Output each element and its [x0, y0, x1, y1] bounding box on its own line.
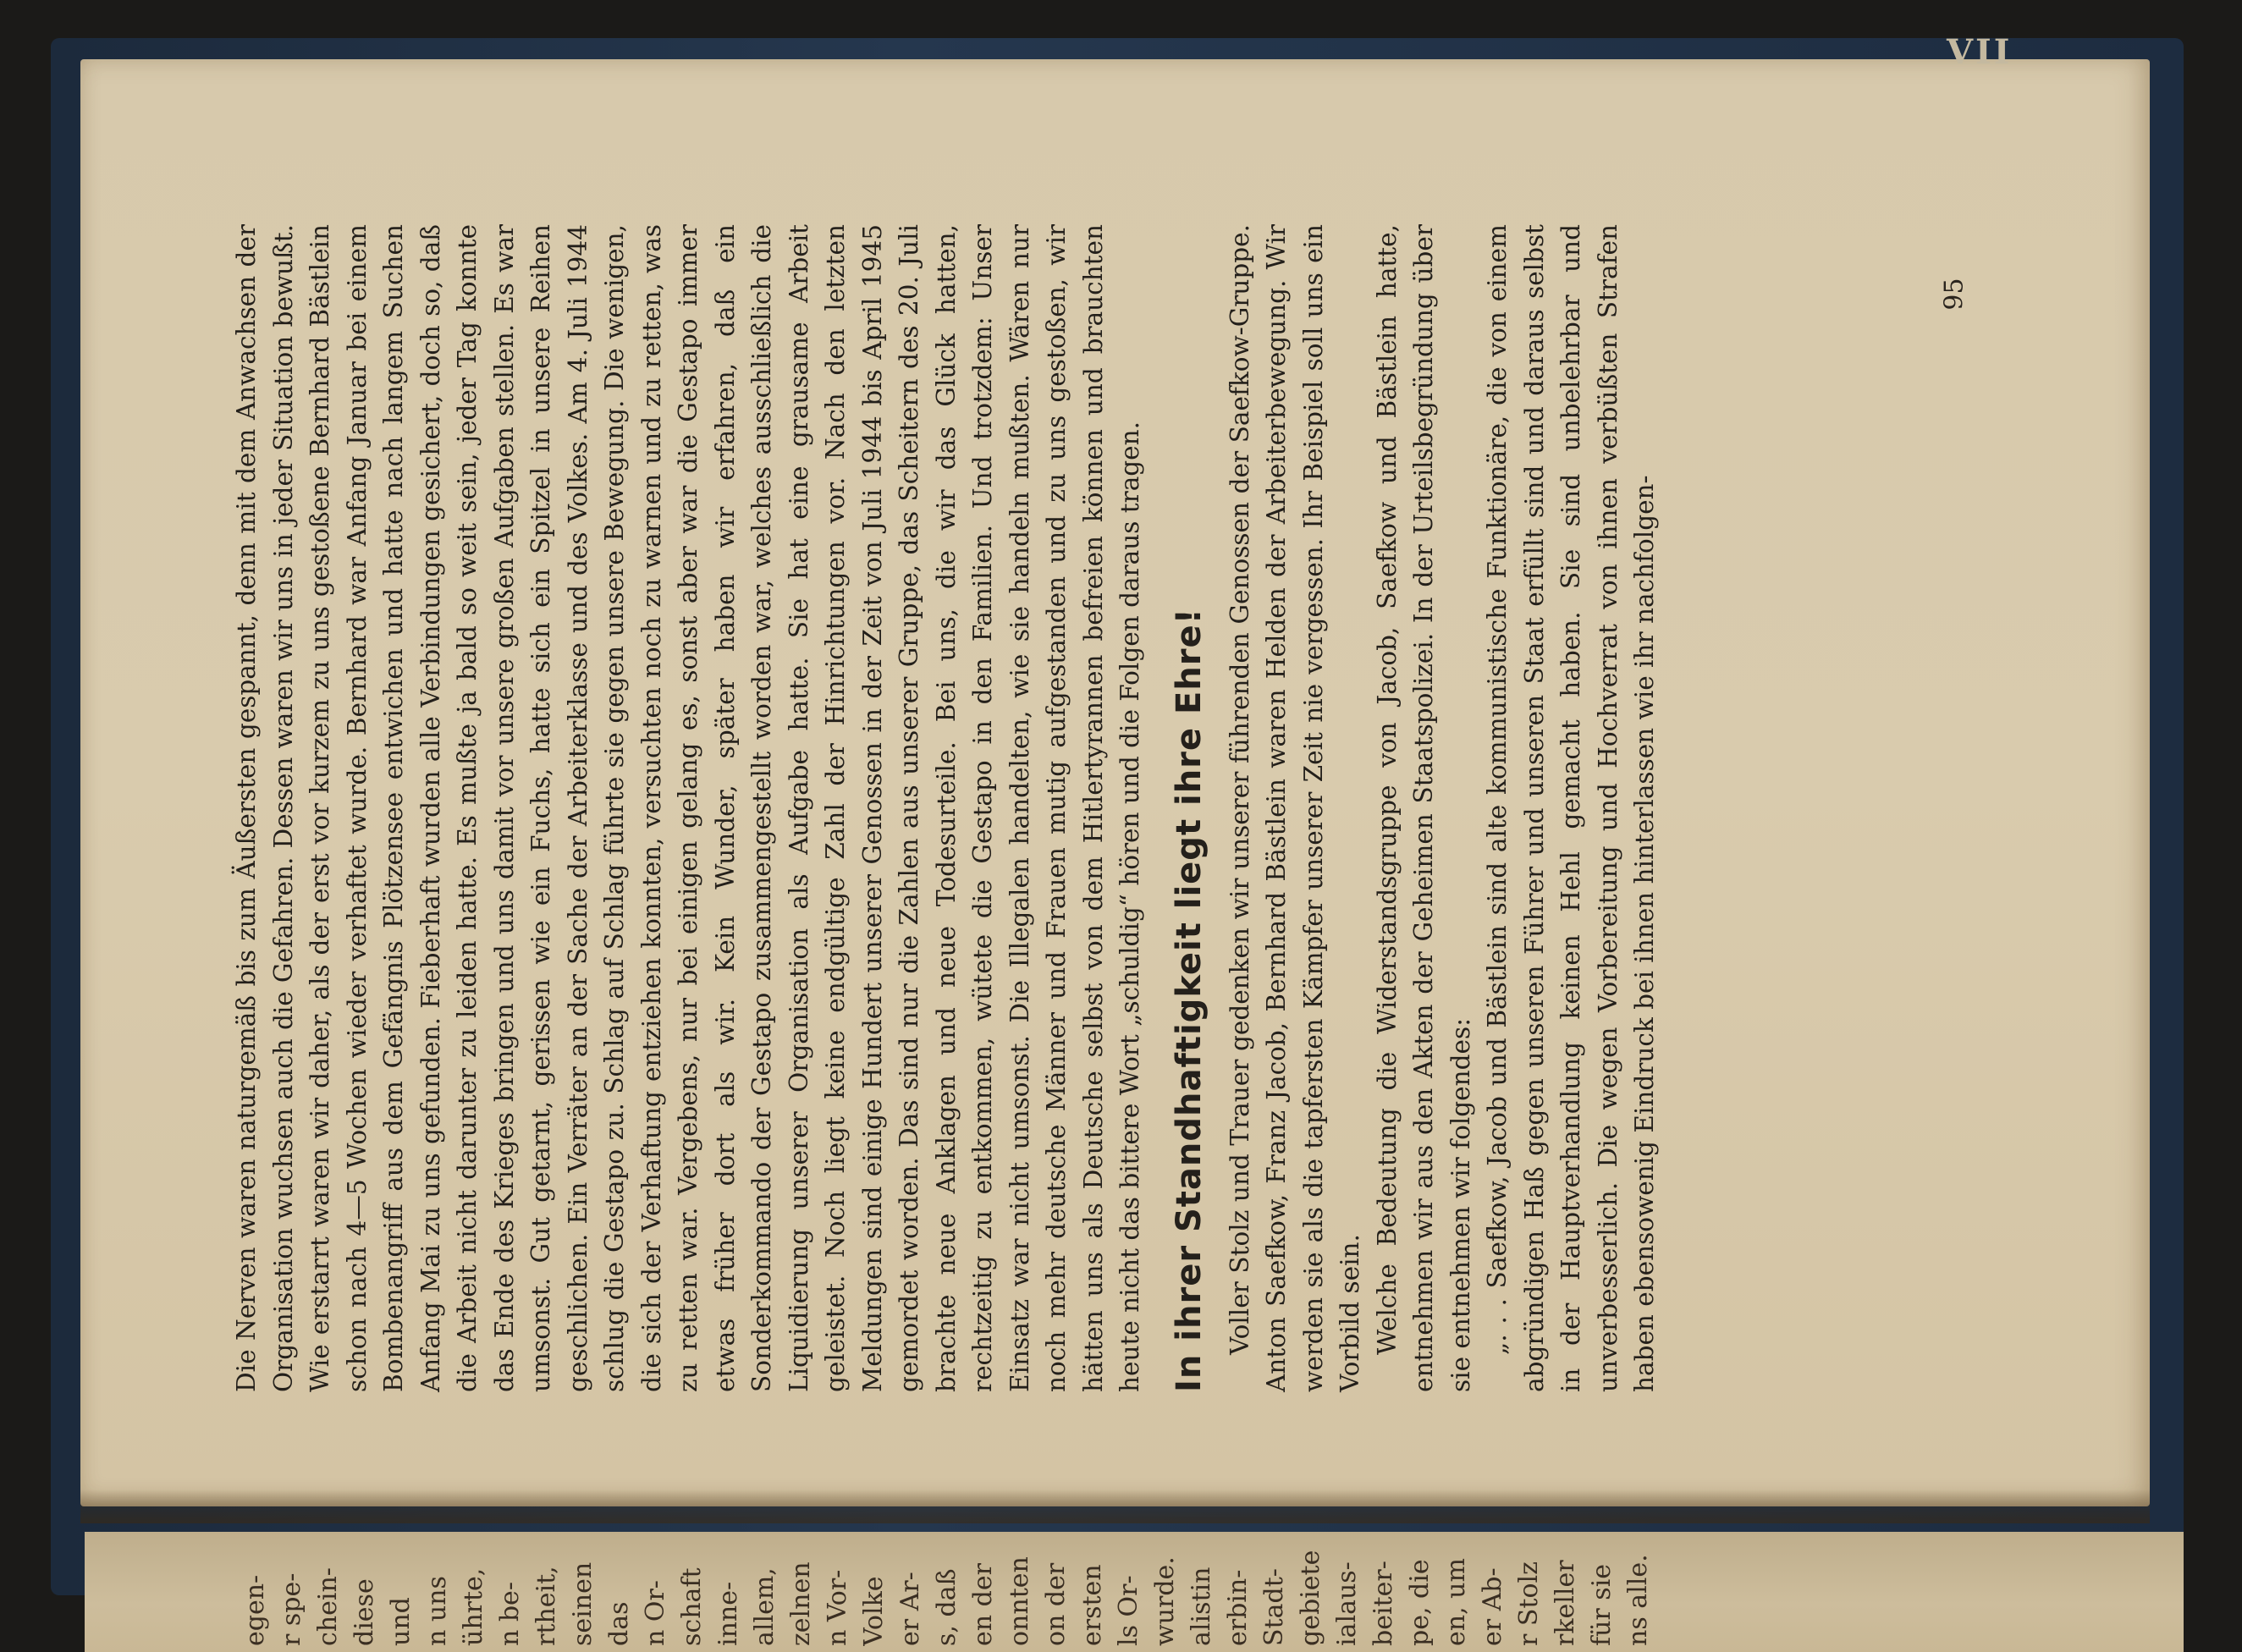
facing-page-line-fragment: zelnen: [786, 1561, 816, 1646]
facing-page-line-fragment: n be-: [495, 1582, 525, 1646]
facing-page-line-fragment: erbin-: [1223, 1569, 1253, 1646]
facing-page-line-fragment: n Or-: [641, 1580, 670, 1646]
facing-page-line-fragment: Stadt-: [1259, 1568, 1289, 1646]
facing-page-line-fragment: das: [604, 1601, 634, 1646]
facing-page-line-fragment: allem,: [750, 1567, 779, 1646]
facing-page-line-fragment: r spe-: [277, 1572, 306, 1646]
facing-page-line-fragment: er Ar-: [895, 1572, 925, 1646]
facing-page-line-fragment: wurde.: [1150, 1556, 1180, 1646]
facing-page-line-fragment: und: [386, 1597, 416, 1646]
facing-page-line-fragment: chein-: [313, 1567, 343, 1646]
page-marker: VII: [1947, 32, 2013, 72]
quote-paragraph: „. . . Saefkow, Jacob und Bästlein sind alte kommunistische Funktionäre, die von einem abgründigen Haß gegen unseren Führer und unseren Staat erfüllt sind und daraus selbst in der Hauptverhandlung keinen Hehl gemacht haben. Sie sind unbelehrbar und unverbesserlich. Die wegen Vorbereitung und Hochverrat von ihnen verbüßten Strafen haben ebensowenig Eindruck bei ihnen hinterlassen wie ihr nachfolgen-: [1483, 224, 1659, 1392]
facing-page-line-fragment: für sie: [1587, 1563, 1617, 1646]
facing-page-line-fragment: ls Or-: [1114, 1575, 1143, 1646]
facing-page-line-fragment: alistin: [1187, 1567, 1216, 1646]
facing-page-line-fragment: Volke: [859, 1576, 889, 1646]
facing-page-line-fragment: gebiete: [1296, 1550, 1325, 1646]
body-paragraph: Die Nerven waren naturgemäß bis zum Äußersten gespannt, denn mit dem Anwachsen der Organisation wuchsen auch die Gefahren. Dessen waren wir uns in jeder Situation bewußt. Wie erstarrt waren wir daher, als der erst vor kurzem zu uns gestoßene Bernhard Bästlein schon nach 4—5 Wochen wieder verhaftet wurde. Bernhard war Anfang Januar bei einem Bombenangriff aus dem Gefängnis Plötzensee entwichen und hatte nach langem Suchen Anfang Mai zu uns gefunden. Fieberhaft wurden alle Verbindungen gesichert, doch so, daß die Arbeit nicht darunter zu leiden hatte. Es mußte ja bald so weit sein, jeder Tag konnte das Ende des Krieges bringen und uns damit vor unsere großen Aufgaben stellen. Es war umsonst. Gut getarnt, gerissen wie ein Fuchs, hatte sich ein Spitzel in unsere Reihen geschlichen. Ein Verräter an der Sache der Arbeiterklasse und des Volkes. Am 4. Juli 1944 schlug die Gestapo zu. Schlag auf Schlag führte sie gegen unsere Bewegung. Die wenigen, die sich der Verhaftung entziehen konnten, versuchten noch zu warnen und zu retten, was zu retten war. Vergebens, nur bei einigen gelang es, sonst aber war die Gestapo immer etwas früher dort als wir. Kein Wunder, später haben wir erfahren, daß ein Sonderkommando der Gestapo zusammengestellt worden war, welches ausschließlich die Liquidierung unserer Organisation als Aufgabe hatte. Sie hat eine grausame Arbeit geleistet. Noch liegt keine endgültige Zahl der Hinrichtungen vor. Nach den letzten Meldungen sind einige Hundert unserer Genossen in der Zeit von Juli 1944 bis April 1945 gemordet worden. Das sind nur die Zahlen aus unserer Gruppe, das Scheitern des 20. Juli brachte neue Anklagen und neue Todesurteile. Bei uns, die wir das Glück hatten, rechtzeitig zu entkommen, wütete die Gestapo in den Familien. Und trotzdem: Unser Einsatz war nicht umsonst. Die Illegalen handelten, wie sie handeln mußten. Wären nur noch mehr deutsche Männer und Frauen mutig aufgestanden und zu uns gestoßen, wir hätten uns als Deutsche selbst von dem Hitlertyrannen befreien können und brauchten heute nicht das bittere Wort „schuldig“ hören und die Folgen daraus tragen.: [232, 224, 1144, 1392]
facing-page-line-fragment: seinen: [568, 1561, 598, 1646]
facing-page-line-fragment: n Vor-: [823, 1569, 852, 1646]
facing-page-line-fragment: onnten: [1005, 1556, 1034, 1646]
rotated-text-column: [229, 224, 1659, 1392]
facing-page-line-fragment: en, um: [1441, 1558, 1471, 1646]
facing-page-line-fragment: s, daß: [932, 1568, 961, 1646]
facing-page-line-fragment: diese: [350, 1578, 379, 1646]
facing-page-line-fragment: schaft: [677, 1567, 707, 1646]
facing-page-line-fragment: ns alle.: [1623, 1554, 1653, 1646]
facing-page-line-fragment: ialaus-: [1332, 1561, 1362, 1646]
facing-page-line-fragment: pe, die: [1405, 1559, 1435, 1646]
facing-page-line-fragment: egen-: [240, 1574, 270, 1646]
section-paragraph: Voller Stolz und Trauer gedenken wir unserer führenden Genossen der Saefkow-Gruppe. Anton Saefkow, Franz Jacob, Bernhard Bästlein waren Helden der Arbeiterbewegung. Wir werden sie als die tapfersten Kämpfer unserer Zeit nie vergessen. Ihr Beispiel soll uns ein Vorbild sein.: [1225, 224, 1364, 1392]
facing-page-fragments: [237, 1540, 2184, 1650]
facing-page-line-fragment: beiter-: [1369, 1561, 1398, 1646]
facing-page-line-fragment: rkeller: [1551, 1560, 1580, 1646]
section-heading: In ihrer Standhaftigkeit liegt ihre Ehre!: [1169, 608, 1209, 1392]
facing-page-line-fragment: n uns: [422, 1576, 452, 1646]
facing-page: [85, 1532, 2184, 1652]
facing-page-line-fragment: inne-: [713, 1581, 743, 1646]
facing-page-line-fragment: ührte,: [459, 1567, 488, 1646]
facing-page-line-fragment: on der: [1041, 1562, 1071, 1646]
section-paragraph: Welche Bedeutung die Widerstandsgruppe von Jacob, Saefkow und Bästlein hatte, entnehmen wir aus den Akten der Geheimen Staatspolizei. In der Urteilsbegründung über sie entnehmen wir folgendes:: [1372, 224, 1475, 1392]
page-gutter-shadow: [80, 1490, 2150, 1523]
facing-page-line-fragment: ersten: [1077, 1564, 1107, 1646]
facing-page-line-fragment: rtheit,: [532, 1566, 561, 1646]
page-number: 95: [1939, 278, 1969, 311]
facing-page-line-fragment: en der: [968, 1563, 998, 1646]
facing-page-line-fragment: r Stolz: [1514, 1561, 1544, 1646]
facing-page-line-fragment: er Ab-: [1478, 1567, 1507, 1646]
